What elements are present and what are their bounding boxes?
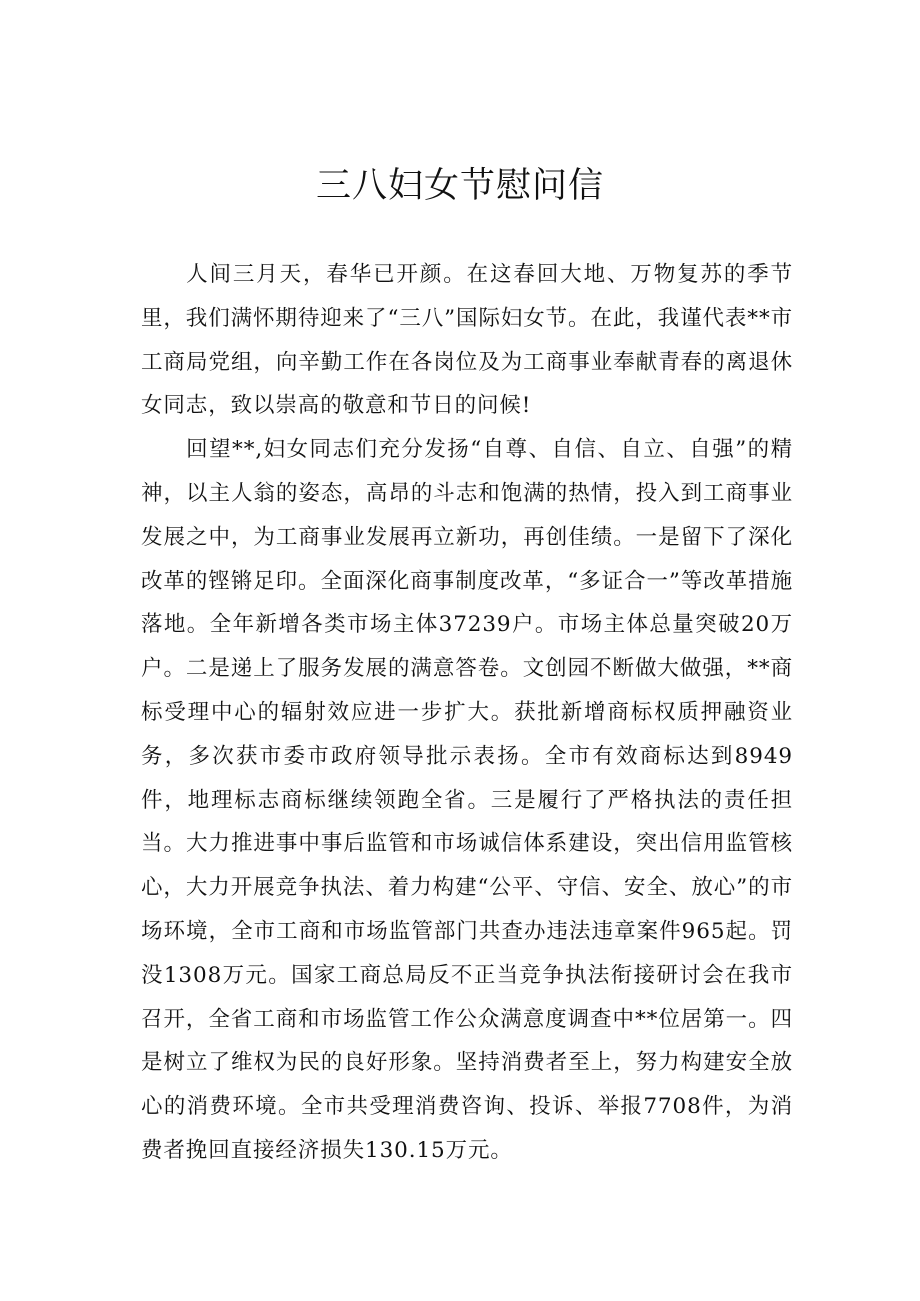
paragraph-review: 回望**,妇女同志们充分发扬“自尊、自信、自立、自强”的精神，以主人翁的姿态，高昂的斗志和饱满的热情，投入到工商事业发展之中，为工商事业发展再立新功，再创佳绩。一是留下了深化改革的铿锵足印。全面深化商事制度改革，“多证合一”等改革措施落地。全年新增各类市场主体37239户。市场主体总量突破20万户。二是递上了服务发展的满意答卷。文创园不断做大做强，**商标受理中心的辐射效应进一步扩大。获批新增商标权质押融资业务，多次获市委市政府领导批示表扬。全市有效商标达到8949件，地理标志商标继续领跑全省。三是履行了严格执法的责任担当。大力推进事中事后监管和市场诚信体系建设，突出信用监管核心，大力开展竞争执法、着力构建“公平、守信、安全、放心”的市场环境，全市工商和市场监管部门共查办违法违章案件965起。罚没1308万元。国家工商总局反不正当竞争执法衔接研讨会在我市召开，全省工商和市场监管工作公众满意度调查中**位居第一。四是树立了维权为民的良好形象。坚持消费者至上，努力构建安全放心的消费环境。全市共受理消费咨询、投诉、举报7708件，为消费者挽回直接经济损失130.15万元。 [141,437,793,1163]
document-title: 三八妇女节慰问信 [315,166,604,206]
paragraph-greeting: 人间三月天，春华已开颜。在这春回大地、万物复苏的季节里，我们满怀期待迎来了“三八”国际妇女节。在此，我谨代表**市工商局党组，向辛勤工作在各岗位及为工商事业奉献青春的离退休女同志，致以崇高的敬意和节日的问候! [141,262,793,419]
document-body [141,253,793,1173]
